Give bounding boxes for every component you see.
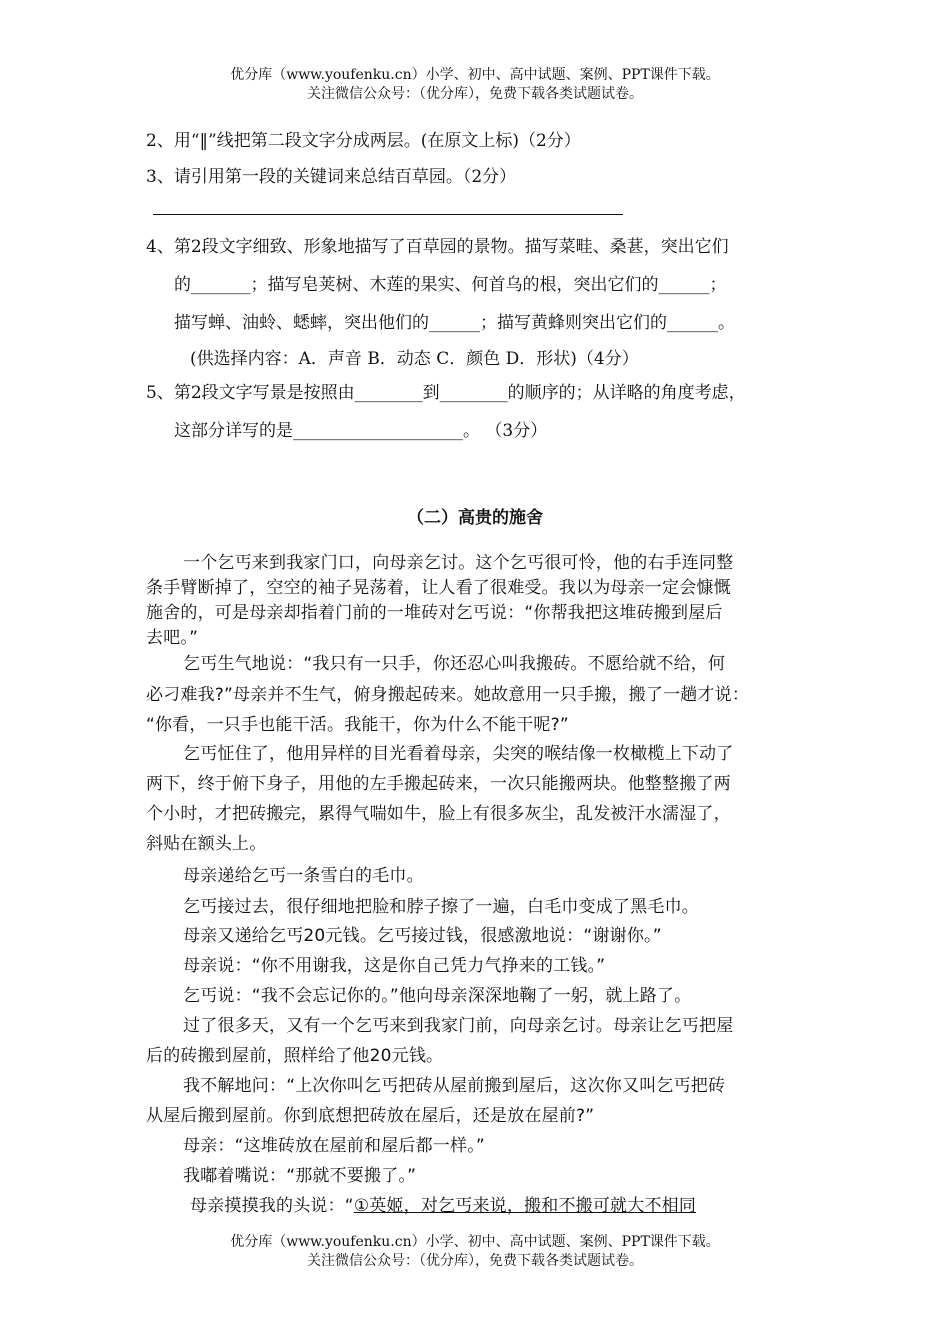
story-line: 过了很多天，又有一个乞丐来到我家门前，向母亲乞讨。母亲让乞丐把屋 <box>183 1016 734 1036</box>
question-2: 2、用“‖”线把第二段文字分成两层。(在原文上标)（2分） <box>146 131 581 151</box>
underlined-sentence-1: ①英姬，对乞丐来说，搬和不搬可就大不相同 <box>353 1196 697 1216</box>
story-last-line <box>146 1194 810 1219</box>
footer-line-1: 优分库（www.youfenku.cn）小学、初中、高中试题、案例、PPT课件下载。 <box>230 1234 720 1250</box>
story-line: 乞丐说：“我不会忘记你的。”他向母亲深深地鞠了一躬，就上路了。 <box>183 986 692 1006</box>
story-line: 去吧。” <box>146 628 199 648</box>
story-line: 个小时，才把砖搬完，累得气喘如牛，脸上有很多灰尘，乱发被汗水濡湿了， <box>146 804 731 824</box>
story-line: 必刁难我?”母亲并不生气，俯身搬起砖来。她故意用一只手搬，搬了一趟才说： <box>146 685 750 705</box>
story-line: 母亲又递给乞丐20元钱。乞丐接过钱，很感激地说：“谢谢你。” <box>183 926 662 946</box>
story-line: 施舍的，可是母亲却指着门前的一堆砖对乞丐说：“你帮我把这堆砖搬到屋后 <box>146 603 723 623</box>
story-line: 两下，终于俯下身子，用他的左手搬起砖来，一次只能搬两块。他整整搬了两 <box>146 774 731 794</box>
story-line: 从屋后搬到屋前。你到底想把砖放在屋后，还是放在屋前?” <box>146 1106 595 1126</box>
question-4-line-1: 4、第2段文字细致、形象地描写了百草园的景物。描写菜畦、桑葚，突出它们 <box>146 237 729 257</box>
header-line-1: 优分库（www.youfenku.cn）小学、初中、高中试题、案例、PPT课件下载。 <box>230 67 720 83</box>
story-line: 母亲说：“你不用谢我，这是你自己凭力气挣来的工钱。” <box>183 956 606 976</box>
question-4-line-2: 的_______；描写皂荚树、木莲的果实、何首乌的根，突出它们的______； <box>174 275 727 295</box>
story-title: （二）高贵的施舍 <box>407 508 543 528</box>
story-line: 后的砖搬到屋前，照样给了他20元钱。 <box>146 1046 444 1066</box>
story-line: “你看，一只手也能干活。我能干，你为什么不能干呢?” <box>146 715 569 735</box>
story-line: 条手臂断掉了，空空的袖子晃荡着，让人看了很难受。我以为母亲一定会慷慨 <box>146 578 731 598</box>
story-line: 乞丐生气地说：“我只有一只手，你还忍心叫我搬砖。不愿给就不给，何 <box>183 654 726 674</box>
answer-line-q3 <box>153 214 623 215</box>
story-line: 一个乞丐来到我家门口，向母亲乞讨。这个乞丐很可怜，他的右手连同整 <box>183 553 734 573</box>
last-line-prefix: 母亲摸摸我的头说：“ <box>190 1196 354 1216</box>
story-line: 母亲：“这堆砖放在屋前和屋后都一样。” <box>183 1136 485 1156</box>
story-line: 乞丐怔住了，他用异样的目光看着母亲，尖突的喉结像一枚橄榄上下动了 <box>183 744 734 764</box>
story-line: 我不解地问：“上次你叫乞丐把砖从屋前搬到屋后，这次你又叫乞丐把砖 <box>183 1076 726 1096</box>
question-3: 3、请引用第一段的关键词来总结百草园。（2分） <box>146 167 517 187</box>
story-line: 乞丐接过去，很仔细地把脸和脖子擦了一遍，白毛巾变成了黑毛巾。 <box>183 897 699 917</box>
page-footer <box>0 1233 950 1271</box>
footer-line-2: 关注微信公众号：（优分库），免费下载各类试题试卷。 <box>307 1253 643 1269</box>
question-5-line-2: 这部分详写的是____________________。 （3分） <box>174 421 548 441</box>
story-line: 母亲递给乞丐一条雪白的毛巾。 <box>183 866 424 886</box>
question-5-line-1: 5、第2段文字写景是按照由________到________的顺序的；从详略的角度考虑， <box>146 383 746 403</box>
header-line-2: 关注微信公众号：（优分库），免费下载各类试题试卷。 <box>307 86 643 102</box>
story-line: 我嘟着嘴说：“那就不要搬了。” <box>183 1166 417 1186</box>
question-4-line-3: 描写蝉、油蛉、蟋蟀，突出他们的______；描写黄蜂则突出它们的______。 <box>174 313 735 333</box>
story-line: 斜贴在额头上。 <box>146 834 267 854</box>
question-4-options: (供选择内容：A．声音 B．动态 C．颜色 D．形状)（4分） <box>190 349 639 369</box>
page-header-top <box>0 66 950 104</box>
